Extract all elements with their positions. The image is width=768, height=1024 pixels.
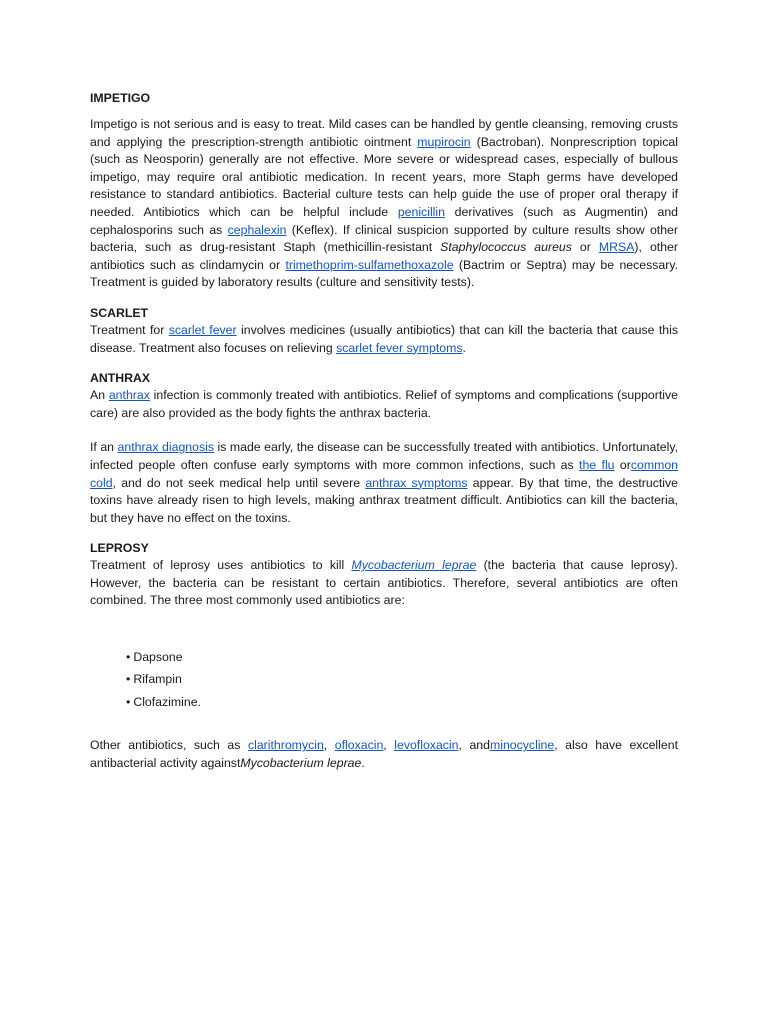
link-scarlet-fever-symptoms[interactable]: scarlet fever symptoms — [336, 340, 463, 355]
other-antibiotics-paragraph — [90, 737, 678, 772]
document-page — [90, 90, 678, 772]
anthrax-heading: ANTHRAX — [90, 371, 151, 386]
impetigo-paragraph — [90, 116, 678, 292]
link-mycobacterium-leprae-text: Mycobacterium leprae — [351, 558, 477, 573]
link-ofloxacin[interactable]: ofloxacin — [334, 738, 384, 753]
link-levofloxacin[interactable]: levofloxacin — [394, 738, 459, 753]
text-run: ), other antibiotics such as clindamycin or — [90, 240, 678, 272]
leprosy-paragraph — [90, 557, 678, 610]
list-item — [126, 691, 678, 713]
text-run: (Bactrim or Septra) may be necessary. Treatment is guided by laboratory results (culture and sensitivity tests). — [90, 257, 678, 290]
italic-mycobacterium-leprae: Mycobacterium leprae — [240, 755, 362, 770]
list-item-label: Rifampin — [133, 672, 182, 687]
leprosy-heading: LEPROSY — [90, 541, 149, 556]
bullet-icon: • — [126, 672, 131, 687]
bullet-icon: • — [126, 650, 131, 665]
text-run: derivatives (such as Augmentin) and cephalosporins such as — [90, 204, 678, 237]
text-run: (the bacteria that cause leprosy). However, the bacteria can be resistant to certain antibiotics. Therefore, several antibiotics are often combined. The three most commonly used antibiotics are: — [90, 558, 678, 608]
link-anthrax-symptoms[interactable]: anthrax symptoms — [365, 475, 468, 490]
text-run: Other antibiotics, such as — [90, 738, 248, 753]
link-scarlet-fever[interactable]: scarlet fever — [168, 322, 237, 337]
text-run: infection is commonly treated with antibiotics. Relief of symptoms and complications (supportive care) are also provided as the body fights the anthrax bacteria. — [90, 388, 678, 420]
link-mrsa[interactable]: MRSA — [598, 240, 635, 255]
text-run: , and — [458, 738, 490, 753]
anthrax-paragraph-1 — [90, 387, 678, 422]
link-mupirocin[interactable]: mupirocin — [417, 134, 471, 149]
text-run: Impetigo is not serious and is easy to treat. Mild cases can be handled by gentle cleansing, removing crusts and applying the prescription-strength antibiotic ointment — [90, 117, 678, 149]
scarlet-paragraph — [90, 322, 678, 357]
text-run: or — [614, 457, 631, 472]
list-item — [126, 668, 678, 690]
link-anthrax[interactable]: anthrax — [108, 388, 150, 403]
text-run: Treatment for — [90, 322, 169, 337]
link-anthrax-diagnosis[interactable]: anthrax diagnosis — [117, 440, 214, 455]
text-run: , also have excellent antibacterial activity against — [90, 738, 678, 770]
link-trimethoprim-sulfamethoxazole[interactable]: trimethoprim-sulfamethoxazole — [285, 257, 454, 272]
link-mycobacterium-leprae[interactable] — [352, 558, 477, 572]
text-run: , and do not seek medical help until severe — [112, 475, 366, 490]
list-item-label: Clofazimine. — [133, 694, 201, 709]
text-run: . — [361, 755, 365, 770]
link-penicillin[interactable]: penicillin — [397, 204, 445, 219]
link-common-cold[interactable]: common cold — [90, 457, 678, 490]
text-run: (Bactroban). Nonprescription topical (such as Neosporin) generally are not effective. More severe or widespread cases, especially of bullous impetigo, may require oral antibiotic medication. In recent years, more Staph germs have developed resistance to standard antibiotics. Bacterial culture tests can help guide the use of proper oral therapy if needed. Antibiotics which can be helpful include — [90, 134, 678, 219]
anthrax-paragraph-2 — [90, 439, 678, 527]
text-run: , — [383, 738, 395, 753]
scarlet-heading: SCARLET — [90, 305, 149, 320]
text-run: . — [462, 340, 466, 355]
link-minocycline[interactable]: minocycline — [489, 738, 555, 753]
text-run: involves medicines (usually antibiotics) that can kill the bacteria that cause this disease. Treatment also focuses on relieving — [90, 322, 679, 355]
link-cephalexin[interactable]: cephalexin — [227, 222, 287, 237]
bullet-icon: • — [126, 694, 131, 709]
text-run: If an — [90, 440, 118, 455]
list-item — [126, 646, 678, 668]
text-run: (Keflex). If clinical suspicion supported by culture results show other bacteria, such as drug-resistant Staph (methicillin-resistant — [90, 222, 678, 255]
text-run: appear. By that time, the destructive toxins have already risen to high levels, making anthrax treatment difficult. Antibiotics can kill the bacteria, but they have no effect on the toxins. — [90, 475, 678, 525]
italic-staphylococcus: Staphylococcus aureus — [440, 240, 572, 255]
link-the-flu[interactable]: the flu — [579, 457, 615, 472]
text-run: , — [323, 738, 335, 753]
text-run: An — [90, 388, 109, 403]
impetigo-heading: IMPETIGO — [90, 91, 151, 105]
antibiotic-list — [90, 646, 678, 713]
text-run: Treatment of leprosy uses antibiotics to kill — [90, 558, 352, 573]
list-item-label: Dapsone — [133, 650, 183, 665]
text-run: or — [571, 240, 599, 255]
text-run: is made early, the disease can be successfully treated with antibiotics. Unfortunately, infected people often confuse early symptoms with more common infections, such as — [90, 440, 678, 472]
link-clarithromycin[interactable]: clarithromycin — [247, 738, 324, 753]
